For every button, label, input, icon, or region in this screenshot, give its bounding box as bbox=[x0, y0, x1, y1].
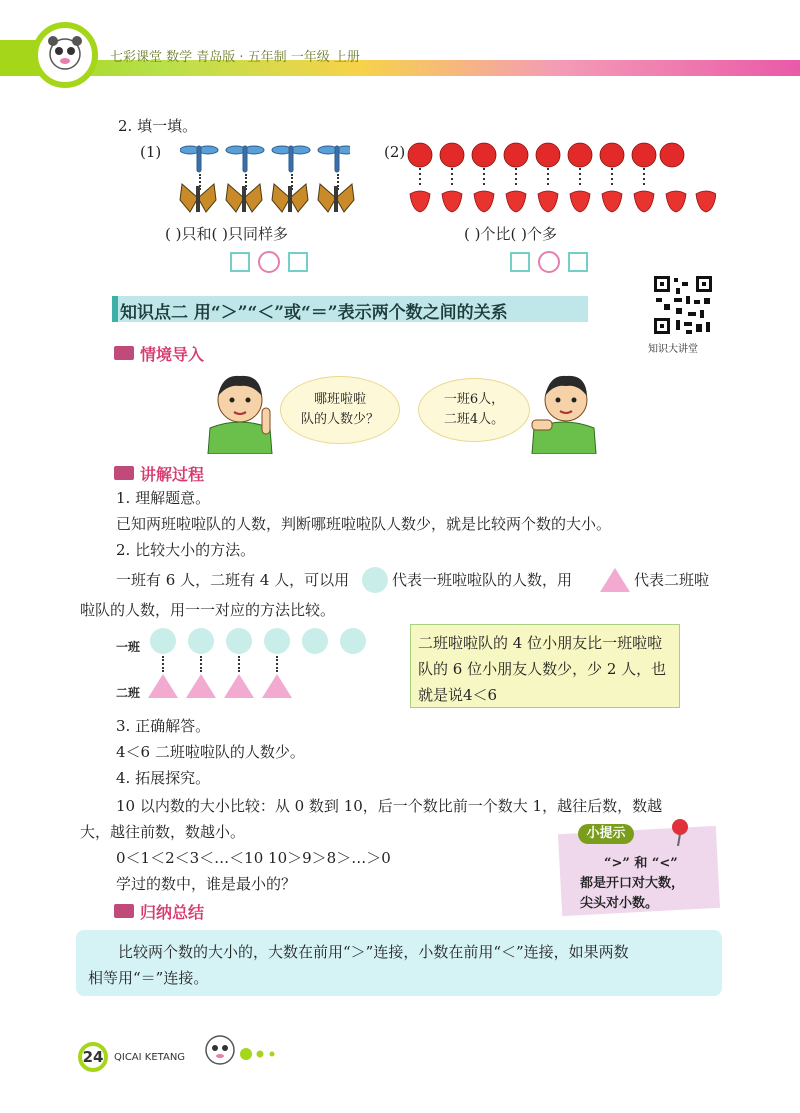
fill-heading: 2. 填一填。 bbox=[118, 117, 198, 135]
class1-circle bbox=[302, 628, 328, 654]
tip-line2: 都是开口对大数， bbox=[580, 876, 685, 891]
explain-title: 讲解过程 bbox=[140, 465, 205, 484]
fill-part2-label: (2) bbox=[384, 143, 406, 161]
page-number: 24 bbox=[78, 1042, 108, 1072]
section-flag-icon bbox=[114, 346, 134, 360]
class1-circle bbox=[340, 628, 366, 654]
fill-part1-label: (1) bbox=[140, 143, 162, 161]
step4-question: 学过的数中，谁是最小的？ bbox=[116, 875, 297, 893]
strawberry-row bbox=[406, 186, 716, 218]
section-flag-icon bbox=[114, 904, 134, 918]
summary-line1: 比较两个数的大小的，大数在前用“＞”连接，小数在前用“＜”连接，如果两数 bbox=[118, 943, 629, 961]
speech-bubble-left: 哪班啦啦 队的人数少？ bbox=[280, 376, 400, 444]
class1-circle bbox=[264, 628, 290, 654]
step2-text-b: 代表一班啦啦队的人数，用 bbox=[392, 571, 573, 589]
tip-badge: 小提示 bbox=[578, 824, 634, 844]
note-text: 二班啦啦队的 4 位小朋友比一班啦啦队的 6 位小朋友人数少，少 2 人，也就是说4＜6 bbox=[418, 634, 667, 704]
class2-triangle bbox=[224, 674, 254, 698]
step2-heading: 2. 比较大小的方法。 bbox=[116, 541, 256, 559]
step2-text-c: 代表二班啦 bbox=[634, 571, 710, 589]
class1-circle bbox=[226, 628, 252, 654]
dotted-connector bbox=[162, 656, 166, 672]
butterfly-row bbox=[178, 180, 358, 220]
step3-text: 4＜6 二班啦啦队的人数少。 bbox=[116, 743, 305, 761]
step4-heading: 4. 拓展探究。 bbox=[116, 769, 211, 787]
header-title: 七彩课堂 数学 青岛版 · 五年制 一年级 上册 bbox=[110, 50, 360, 65]
row-label-class2: 二班 bbox=[116, 686, 141, 700]
knowledge-title: 知识点二 用“＞”“＜”或“＝”表示两个数之间的关系 bbox=[120, 303, 508, 323]
row-label-class1: 一班 bbox=[116, 640, 141, 654]
answer-box[interactable] bbox=[568, 252, 588, 272]
step2-text-a: 一班有 6 人，二班有 4 人，可以用 bbox=[116, 571, 350, 589]
mascot-logo-icon bbox=[32, 22, 98, 88]
boy-left-illustration bbox=[200, 368, 280, 458]
summary-line2: 相等用“＝”连接。 bbox=[88, 969, 209, 987]
answer-box[interactable] bbox=[288, 252, 308, 272]
fill-part1-sentence: ( )只和( )只同样多 bbox=[165, 225, 288, 243]
answer-box[interactable] bbox=[230, 252, 250, 272]
answer-circle[interactable] bbox=[258, 251, 280, 273]
step4-text-a: 10 以内数的大小比较：从 0 数到 10，后一个数比前一个数大 1，越往后数，数越 bbox=[116, 797, 663, 815]
summary-title: 归纳总结 bbox=[140, 903, 205, 922]
dotted-connector bbox=[200, 656, 204, 672]
tip-line3: 尖头对小数。 bbox=[580, 896, 659, 911]
step3-heading: 3. 正确解答。 bbox=[116, 717, 211, 735]
pushpin-icon bbox=[668, 818, 692, 850]
dotted-connector bbox=[276, 656, 280, 672]
dotted-connector bbox=[238, 656, 242, 672]
step1-text: 已知两班啦啦队的人数，判断哪班啦啦队人数少，就是比较两个数的大小。 bbox=[116, 515, 612, 533]
class1-circle bbox=[150, 628, 176, 654]
speech-bubble-right: 一班6人， 二班4人。 bbox=[418, 378, 530, 442]
qr-code-icon[interactable] bbox=[652, 274, 714, 340]
step4-text-b: 大，越往前数，数越小。 bbox=[80, 823, 246, 841]
footer-mascot-icon bbox=[200, 1030, 284, 1078]
answer-circle[interactable] bbox=[538, 251, 560, 273]
boy-right-illustration bbox=[528, 368, 600, 458]
class1-circle bbox=[188, 628, 214, 654]
class2-triangle bbox=[262, 674, 292, 698]
answer-box[interactable] bbox=[510, 252, 530, 272]
step4-chain: 0＜1＜2＜3＜…＜10 10＞9＞8＞…＞0 bbox=[116, 849, 391, 867]
tip-line1: “>” 和 “<” bbox=[604, 856, 678, 871]
footer-brand: QICAI KETANG bbox=[114, 1052, 186, 1063]
triangle-symbol-icon bbox=[600, 568, 630, 592]
class2-triangle bbox=[186, 674, 216, 698]
section-flag-icon bbox=[114, 466, 134, 480]
step2-text-d: 啦队的人数，用一一对应的方法比较。 bbox=[80, 601, 336, 619]
scene-title: 情境导入 bbox=[140, 345, 205, 364]
dragonfly-row bbox=[180, 138, 350, 178]
step1-heading: 1. 理解题意。 bbox=[116, 489, 211, 507]
qr-caption: 知识大讲堂 bbox=[648, 344, 698, 355]
fill-part2-sentence: ( )个比( )个多 bbox=[464, 225, 557, 243]
circle-symbol-icon bbox=[362, 567, 388, 593]
class2-triangle bbox=[148, 674, 178, 698]
